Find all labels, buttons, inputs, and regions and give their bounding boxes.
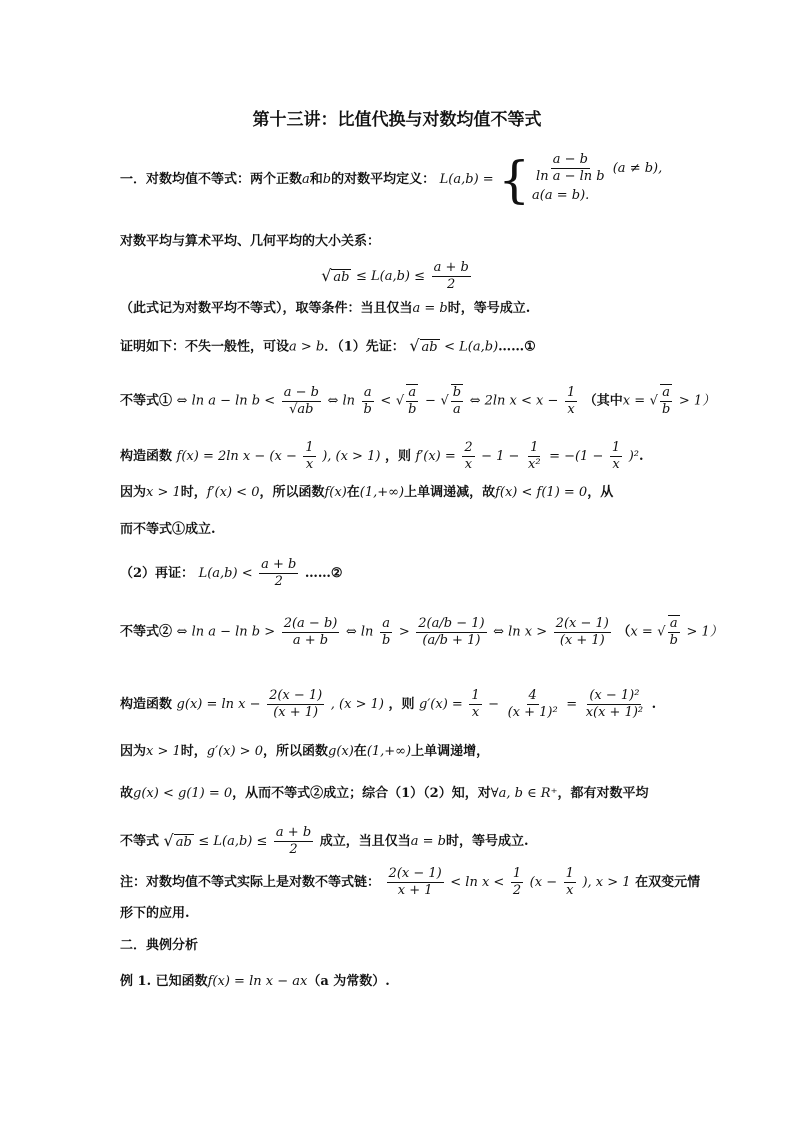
note-2-cont: 形下的应用. — [120, 906, 190, 921]
main-inequality: √ ab ≤ L(a,b) ≤ $\frac{a + b}{2}$ — [321, 260, 469, 292]
relation-text: 对数平均与算术平均、几何平均的大小关系： — [120, 234, 381, 249]
section-2-heading: 二．典例分析 — [120, 938, 199, 953]
summary-line: 不等式 √ ab ≤ L(a,b) ≤ $\frac{a + b}{2}$ 成立，当且仅当a = b时，等号成立. — [120, 825, 529, 857]
case-2: a(a = b). — [532, 188, 590, 203]
note-equality: （此式记为对数平均不等式），取等条件：当且仅当a = b时，等号成立. — [120, 301, 531, 316]
intro-text: 一．对数均值不等式：两个正数 — [120, 172, 303, 187]
construct-f: 构造函数 f(x) = 2ln x − (x − $\frac{1}{x}$ ), (x > 1) ，则 f′(x) = $\frac{2}{x}$ − 1 − $\frac{1}{\text{x²}}$ = −(1 − $\frac{1}{x}$ )². — [120, 440, 644, 472]
note-2: 注：对数均值不等式实际上是对数不等式链： $\frac{2(x - 1)}{x + 1}$ < ln x < $\frac{1}{2}$ (x − $\frac{1}{x}$ ), x > 1 在双变元情 — [120, 866, 701, 898]
part-2-claim: （2）再证： L(a,b) < $\frac{a + b}{2}$ ……② — [120, 557, 343, 589]
construct-g: 构造函数 g(x) = ln x − $\frac{2(x - 1)}{(x + 1)}$ , (x > 1) ，则 g′(x) = $\frac{1}{x}$ − $\frac{4}{\text{(x + 1)²}}$ = $\frac{\text{(x − 1)²}}{\text{x(x + 1)²}}$ . — [120, 688, 657, 720]
because-1-cont: 而不等式①成立. — [120, 522, 216, 537]
definition-cases — [498, 152, 662, 207]
inequality-2-chain: 不等式② ⇔ ln a − ln b > $\frac{2(a - b)}{a + b}$ ⇔ ln $\frac{a}{b}$ > $\frac{2(a/b - 1)}{(a/b + 1)}$ ⇔ ln x > $\frac{2(x - 1)}{(x + 1)}$ （x = √ $\frac{a}{b}$ > 1） — [120, 615, 723, 648]
inequality-1-chain: 不等式① ⇔ ln a − ln b < $\frac{a - b}{√ab}$ ⇔ ln $\frac{a}{b}$ < √ $\frac{a}{b}$ − √ $\frac{b}{a}$ ⇔ 2ln x < x − $\frac{1}{x}$ （其中x = √ $\frac{a}{b}$ > 1） — [120, 384, 716, 417]
proof-intro: 证明如下：不失一般性，可设a > b．（1）先证： √ ab < L(a,b)……① — [120, 336, 536, 355]
intro-end: 的对数平均定义： — [331, 172, 436, 187]
definition-line — [120, 152, 694, 207]
because-1: 因为x > 1时，f′(x) < 0，所以函数f(x)在(1,+∞)上单调递减，故f(x) < f(1) = 0，从 — [120, 485, 614, 500]
def-lhs: L(a,b) = — [439, 172, 494, 187]
example-1: 例 1. 已知函数f(x) = ln x − ax（a 为常数）. — [120, 974, 390, 989]
page-title: 第十三讲：比值代换与对数均值不等式 — [252, 110, 542, 130]
intro-b: b — [322, 172, 332, 187]
intro-and: 和 — [309, 172, 323, 187]
because-2: 因为x > 1时，g′(x) > 0，所以函数g(x)在(1,+∞)上单调递增， — [120, 744, 490, 759]
therefore-2: 故g(x) < g(1) = 0，从而不等式②成立；综合（1）（2）知，对∀a, b ∈ R⁺，都有对数平均 — [120, 786, 649, 801]
case-1: $\frac{a - b}{\text{ln a − ln b}}$ (a ≠ b), — [536, 152, 663, 184]
left-brace: { — [498, 150, 531, 209]
intro-a: a — [302, 172, 310, 187]
